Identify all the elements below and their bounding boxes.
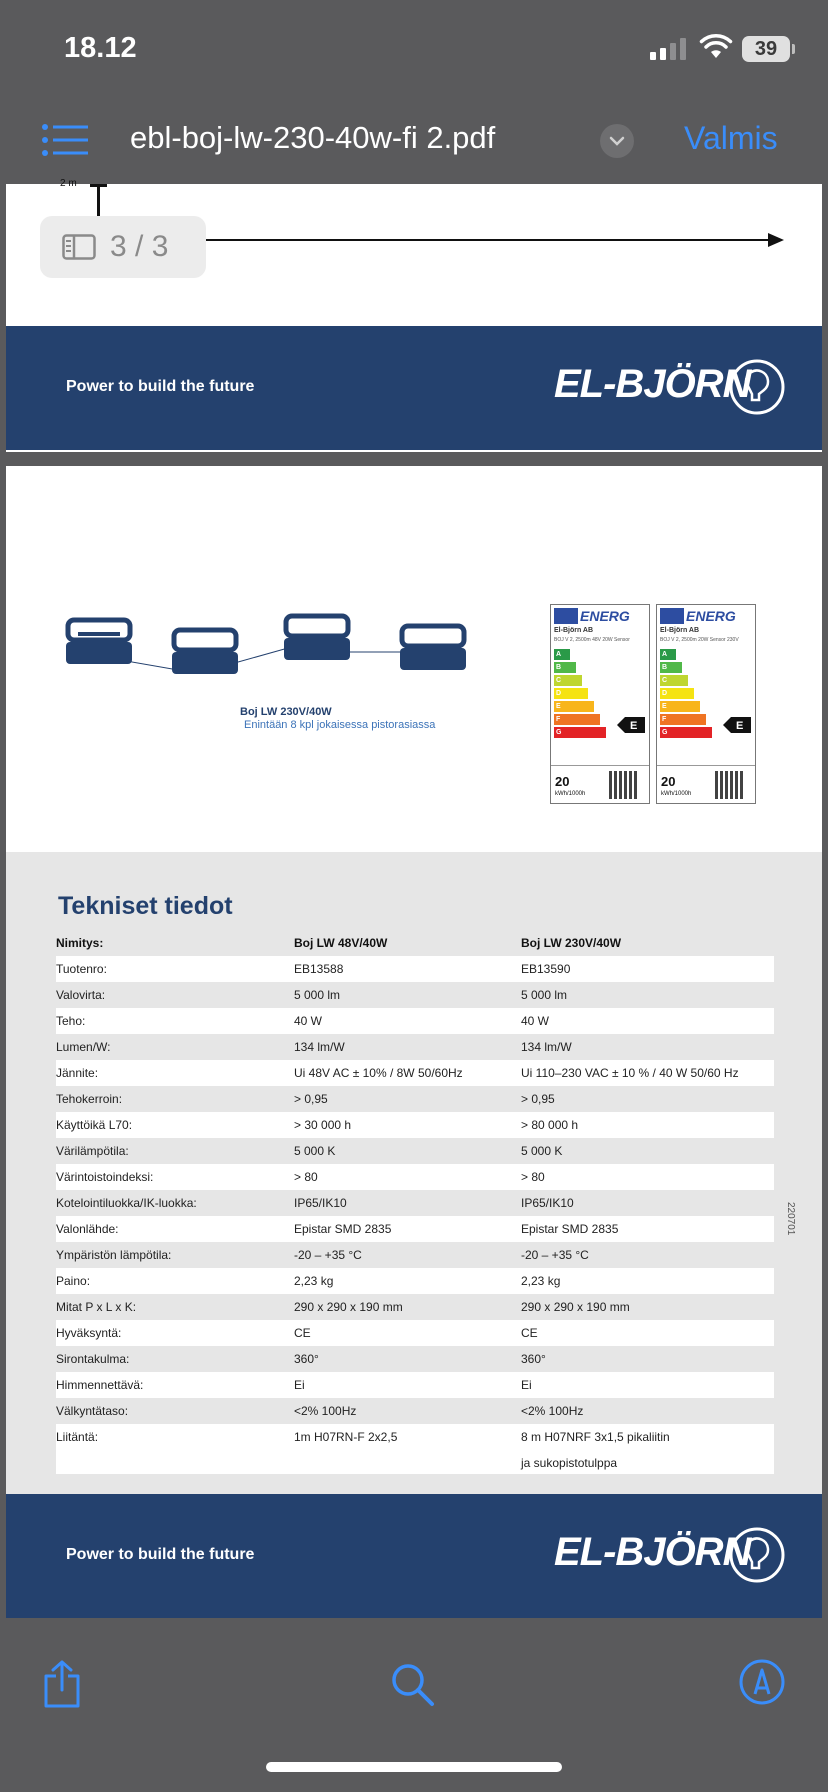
footer-tagline: Power to build the future	[66, 378, 255, 395]
spec-label: Tuotenro:	[56, 962, 107, 976]
spec-value-230v: 360°	[521, 1352, 546, 1366]
distance-arrow-line	[202, 239, 772, 241]
spec-value-line: 8 m H07NRF 3x1,5 pikaliitin	[521, 1430, 670, 1444]
spec-value-230v: -20 – +35 °C	[521, 1248, 589, 1262]
spec-row	[56, 1086, 774, 1112]
search-icon[interactable]	[390, 1662, 436, 1708]
spec-value-48v: 360°	[294, 1352, 319, 1366]
spec-label: Valovirta:	[56, 988, 106, 1002]
brand-logo-text: EL-BJÖRN	[554, 1530, 751, 1574]
energy-class-b: B	[554, 662, 576, 673]
document-title[interactable]: ebl-boj-lw-230-40w-fi 2.pdf	[130, 120, 496, 155]
illustration-sublabel: Enintään 8 kpl jokaisessa pistorasiassa	[244, 719, 436, 731]
energy-kwh-unit: kWh/1000h	[555, 791, 586, 797]
boj-lamp-chain-illustration	[66, 616, 536, 716]
eu-flag-icon	[660, 608, 684, 624]
spec-row	[56, 1398, 774, 1424]
cellular-signal-icon	[650, 38, 686, 60]
spec-value-48v: 2,23 kg	[294, 1274, 334, 1288]
spec-value-230v: 40 W	[521, 1014, 550, 1028]
spec-label: Värintoistoindeksi:	[56, 1170, 154, 1184]
markup-icon[interactable]	[738, 1658, 786, 1706]
spec-row	[56, 1424, 774, 1474]
spec-label: Jännite:	[56, 1066, 99, 1080]
spec-row	[56, 1164, 774, 1190]
spec-label: Nimitys:	[56, 936, 104, 950]
spec-value-48v: IP65/IK10	[294, 1196, 347, 1210]
top-bar	[0, 0, 828, 184]
energy-kwh	[661, 775, 691, 801]
specs-title: Tekniset tiedot	[58, 892, 233, 920]
energy-supplier: El-Björn AB	[660, 627, 700, 634]
energy-kwh-value: 20	[661, 774, 676, 789]
battery-tip	[792, 44, 795, 54]
energy-class-b: B	[660, 662, 682, 673]
specs-header-row	[56, 930, 774, 956]
arrow-head-icon	[768, 233, 784, 247]
spec-label: Kotelointiluokka/IK-luokka:	[56, 1196, 197, 1210]
pdf-page-2	[6, 178, 822, 452]
sidebar-icon	[62, 234, 96, 260]
spec-value-48v: > 0,95	[294, 1092, 328, 1106]
spec-value-48v: 290 x 290 x 190 mm	[294, 1300, 403, 1314]
dimension-line	[97, 184, 100, 216]
bottom-toolbar	[0, 1624, 828, 1792]
spec-value-48v: <2% 100Hz	[294, 1404, 357, 1418]
spec-value-48v: 1m H07RN-F 2x2,5	[294, 1430, 398, 1444]
spec-value-48v: 134 lm/W	[294, 1040, 345, 1054]
share-icon[interactable]	[42, 1660, 82, 1708]
spec-label: Käyttöikä L70:	[56, 1118, 133, 1132]
spec-label: Värilämpötila:	[56, 1144, 129, 1158]
rated-class-text: E	[630, 720, 638, 732]
energy-class-g: G	[660, 727, 712, 738]
footer-tagline: Power to build the future	[66, 1546, 255, 1563]
wifi-icon	[700, 34, 732, 60]
spec-row	[56, 1112, 774, 1138]
dimension-label: 2 m	[60, 178, 77, 189]
qr-code-icon	[715, 771, 745, 799]
spec-label: Sirontakulma:	[56, 1352, 130, 1366]
brand-logo-text: EL-BJÖRN	[554, 362, 751, 406]
spec-value-230v: 5 000 K	[521, 1144, 563, 1158]
qr-code-icon	[609, 771, 639, 799]
spec-row	[56, 1008, 774, 1034]
illustration-label: Boj LW 230V/40W	[240, 706, 332, 718]
spec-row	[56, 1060, 774, 1086]
spec-row	[56, 1346, 774, 1372]
spec-value-48v: Ui 48V AC ± 10% / 8W 50/60Hz	[294, 1066, 463, 1080]
energy-kwh-value: 20	[555, 774, 570, 789]
rated-class-arrow	[723, 717, 751, 733]
spec-value-230v: Ui 110–230 VAC ± 10 % / 40 W 50/60 Hz	[521, 1066, 739, 1080]
footer-band	[6, 326, 822, 450]
battery-icon: 39	[742, 36, 790, 62]
spec-value-230v: 5 000 lm	[521, 988, 568, 1002]
energy-class-c: C	[554, 675, 582, 686]
energy-class-f: F	[660, 714, 706, 725]
energy-class-a: A	[660, 649, 676, 660]
spec-value-48v: > 80	[294, 1170, 318, 1184]
page-indicator-text: 3 / 3	[110, 230, 169, 263]
energy-class-g: G	[554, 727, 606, 738]
spec-value-230v: 134 lm/W	[521, 1040, 572, 1054]
spec-row	[56, 1294, 774, 1320]
title-menu-button[interactable]	[600, 124, 634, 158]
spec-label: Himmennettävä:	[56, 1378, 144, 1392]
spec-value-230v: <2% 100Hz	[521, 1404, 584, 1418]
energy-supplier: El-Björn AB	[554, 627, 594, 634]
page-indicator	[40, 216, 206, 278]
spec-value-48v: CE	[294, 1326, 311, 1340]
pdf-page-3	[6, 466, 822, 1618]
specs-table	[56, 930, 774, 1474]
spec-label: Teho:	[56, 1014, 86, 1028]
spec-col-230v: Boj LW 230V/40W	[521, 936, 622, 950]
spec-value-230v: IP65/IK10	[521, 1196, 574, 1210]
spec-value-230v: Ei	[521, 1378, 532, 1392]
spec-label: Välkyntätaso:	[56, 1404, 129, 1418]
energy-class-d: D	[660, 688, 694, 699]
spec-value-48v: Ei	[294, 1378, 305, 1392]
brand-logo-icon	[728, 1526, 786, 1584]
spec-value-230v: EB13590	[521, 962, 571, 976]
energy-class-e: E	[660, 701, 700, 712]
spec-value-230v: > 80	[521, 1170, 545, 1184]
spec-value-230v: 290 x 290 x 190 mm	[521, 1300, 630, 1314]
spec-row	[56, 1320, 774, 1346]
spec-value-48v: -20 – +35 °C	[294, 1248, 362, 1262]
brand-logo-icon	[728, 358, 786, 416]
energy-label-2	[656, 604, 756, 804]
done-button[interactable]: Valmis	[684, 120, 778, 156]
spec-value-230v: > 0,95	[521, 1092, 555, 1106]
energy-label-title: ENERG	[580, 608, 630, 624]
doc-code: 220701	[785, 1202, 796, 1236]
energy-kwh	[555, 775, 585, 801]
spec-label: Paino:	[56, 1274, 91, 1288]
spec-value-230v: Epistar SMD 2835	[521, 1222, 619, 1236]
spec-row	[56, 1216, 774, 1242]
spec-label: Tehokerroin:	[56, 1092, 123, 1106]
spec-row	[56, 1242, 774, 1268]
spec-row	[56, 1190, 774, 1216]
spec-label: Lumen/W:	[56, 1040, 111, 1054]
footer-band	[6, 1494, 822, 1618]
outline-list-icon[interactable]	[42, 124, 88, 156]
spec-value-48v: Epistar SMD 2835	[294, 1222, 392, 1236]
chevron-down-icon	[609, 136, 625, 146]
spec-row	[56, 982, 774, 1008]
spec-value-48v: 40 W	[294, 1014, 323, 1028]
spec-row	[56, 1268, 774, 1294]
spec-row	[56, 1372, 774, 1398]
spec-row	[56, 1034, 774, 1060]
energy-class-f: F	[554, 714, 600, 725]
spec-value-48v: 5 000 K	[294, 1144, 336, 1158]
spec-value-line: ja sukopistotulppa	[521, 1456, 618, 1470]
spec-row	[56, 956, 774, 982]
spec-value-48v: > 30 000 h	[294, 1118, 352, 1132]
spec-value-48v: 5 000 lm	[294, 988, 341, 1002]
spec-label: Hyväksyntä:	[56, 1326, 122, 1340]
spec-value-230v: 2,23 kg	[521, 1274, 561, 1288]
rated-class-arrow	[617, 717, 645, 733]
specs-section	[6, 852, 822, 1494]
energy-class-d: D	[554, 688, 588, 699]
home-indicator[interactable]	[266, 1762, 562, 1772]
energy-label-1	[550, 604, 650, 804]
spec-col-48v: Boj LW 48V/40W	[294, 936, 388, 950]
eu-flag-icon	[554, 608, 578, 624]
energy-label-title: ENERG	[686, 608, 736, 624]
spec-label: Liitäntä:	[56, 1430, 99, 1444]
energy-class-e: E	[554, 701, 594, 712]
rated-class-text: E	[736, 720, 744, 732]
spec-value-230v	[521, 1424, 774, 1476]
energy-class-c: C	[660, 675, 688, 686]
spec-label: Mitat P x L x K:	[56, 1300, 137, 1314]
energy-kwh-unit: kWh/1000h	[661, 791, 692, 797]
energy-model: BOJ V 2, 2500m 20W Sensor 230V	[660, 637, 739, 643]
spec-label: Ympäristön lämpötila:	[56, 1248, 172, 1262]
status-time: 18.12	[64, 32, 137, 64]
energy-class-a: A	[554, 649, 570, 660]
spec-value-230v: CE	[521, 1326, 538, 1340]
energy-model: BOJ V 2, 2500m 48V 20W Sensor	[554, 637, 630, 643]
spec-row	[56, 1138, 774, 1164]
spec-value-48v: EB13588	[294, 962, 344, 976]
spec-label: Valonlähde:	[56, 1222, 119, 1236]
spec-value-230v: > 80 000 h	[521, 1118, 579, 1132]
